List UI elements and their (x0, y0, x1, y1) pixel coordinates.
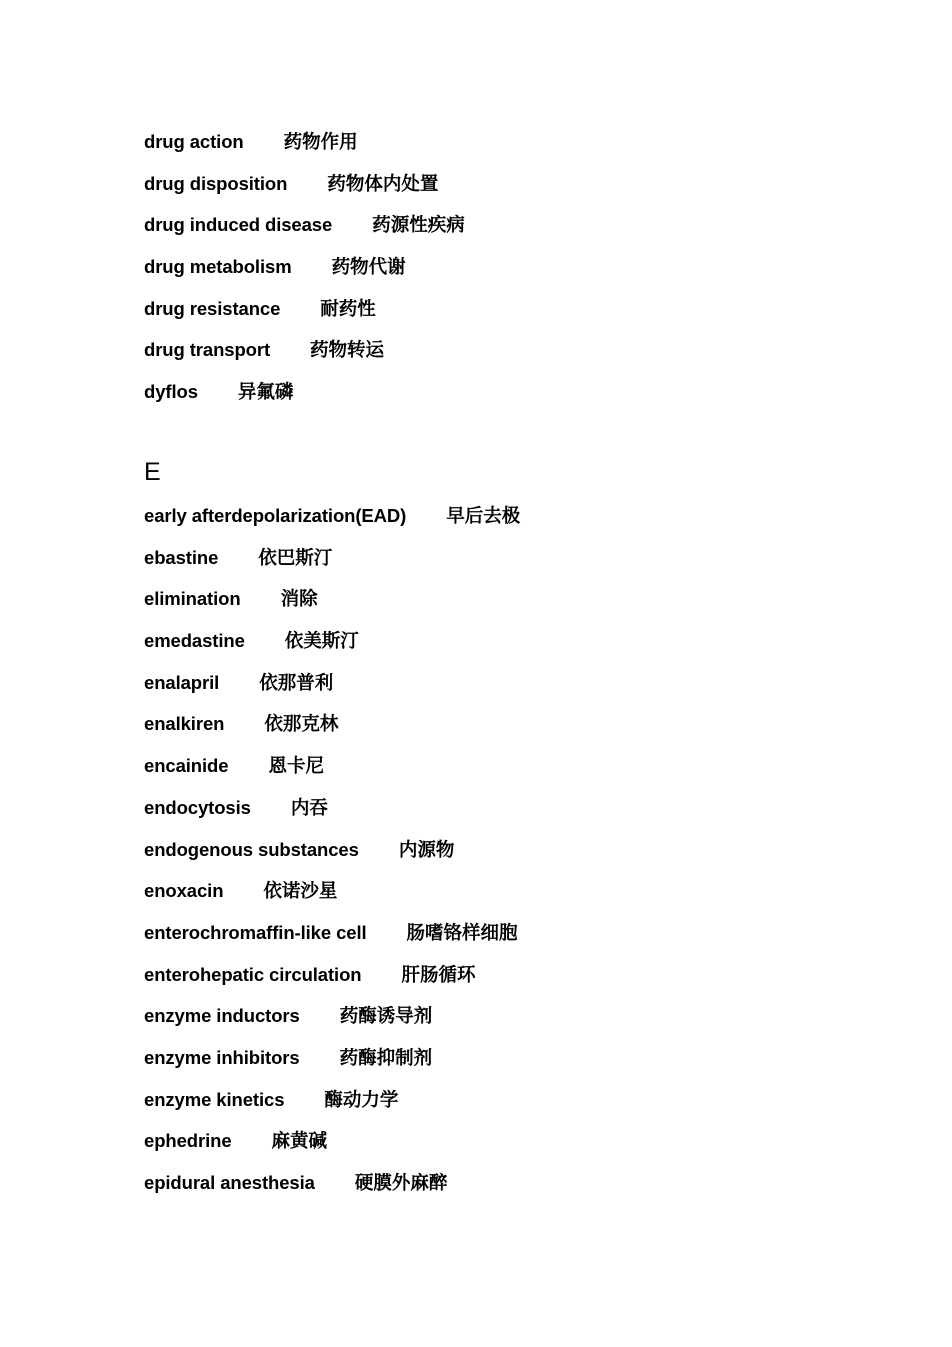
chinese-term: 内源物 (398, 839, 455, 861)
english-term: endogenous substances (144, 838, 359, 860)
glossary-entry (144, 839, 904, 881)
glossary-entry (144, 797, 904, 839)
chinese-term: 异氟磷 (237, 382, 294, 404)
english-term: enzyme inductors (144, 1005, 300, 1027)
english-term: enoxacin (144, 880, 224, 902)
english-term: drug metabolism (144, 256, 292, 278)
glossary-list-d (144, 131, 904, 423)
english-term: dyflos (144, 381, 198, 403)
english-term: enalapril (144, 671, 220, 693)
glossary-entry (144, 505, 904, 547)
english-term: drug action (144, 131, 244, 152)
english-term: early afterdepolarization(EAD) (144, 505, 407, 526)
english-term: enzyme inhibitors (144, 1046, 300, 1068)
glossary-entry (144, 880, 904, 922)
chinese-term: 依巴斯汀 (258, 547, 333, 569)
chinese-term: 药物转运 (310, 340, 385, 362)
chinese-term: 依那克林 (264, 714, 339, 736)
chinese-term: 肝肠循环 (401, 964, 476, 986)
glossary-entry (144, 214, 904, 256)
english-term: enalkiren (144, 713, 225, 735)
english-term: drug induced disease (144, 214, 333, 236)
chinese-term: 药酶抑制剂 (339, 1047, 433, 1069)
english-term: endocytosis (144, 796, 251, 818)
english-term: encainide (144, 755, 229, 777)
chinese-term: 硬膜外麻醉 (354, 1173, 448, 1194)
chinese-term: 麻黄碱 (271, 1131, 328, 1153)
glossary-entry (144, 131, 904, 173)
glossary-entry (144, 588, 904, 630)
english-term: enzyme kinetics (144, 1088, 285, 1110)
chinese-term: 依诺沙星 (263, 881, 338, 903)
glossary-entry (144, 922, 904, 964)
chinese-term: 药酶诱导剂 (339, 1006, 433, 1028)
chinese-term: 恩卡尼 (268, 756, 324, 778)
glossary-entry (144, 1172, 904, 1214)
chinese-term: 药物作用 (283, 132, 358, 153)
english-term: elimination (144, 588, 241, 610)
english-term: drug disposition (144, 172, 288, 194)
glossary-entry (144, 1130, 904, 1172)
english-term: drug resistance (144, 297, 281, 319)
chinese-term: 依那普利 (259, 672, 334, 694)
glossary-entry (144, 755, 904, 797)
chinese-term: 早后去极 (446, 506, 521, 527)
chinese-term: 药源性疾病 (372, 215, 465, 237)
glossary-entry (144, 1005, 904, 1047)
glossary-entry (144, 547, 904, 589)
section-heading-e: E (144, 458, 161, 486)
chinese-term: 依美斯汀 (284, 631, 359, 653)
glossary-entry (144, 298, 904, 340)
glossary-entry (144, 964, 904, 1006)
glossary-list-e (144, 505, 904, 1214)
glossary-entry (144, 713, 904, 755)
glossary-entry (144, 256, 904, 298)
glossary-entry (144, 173, 904, 215)
glossary-entry (144, 339, 904, 381)
chinese-term: 消除 (280, 589, 318, 611)
glossary-entry (144, 1089, 904, 1131)
english-term: drug transport (144, 339, 271, 361)
english-term: enterochromaffin-like cell (144, 921, 367, 943)
chinese-term: 酶动力学 (324, 1089, 399, 1111)
glossary-entry (144, 1047, 904, 1089)
english-term: enterohepatic circulation (144, 963, 362, 985)
glossary-entry (144, 630, 904, 672)
glossary-entry (144, 381, 904, 423)
english-term: ebastine (144, 546, 219, 568)
chinese-term: 内吞 (290, 797, 328, 819)
chinese-term: 药物体内处置 (327, 173, 439, 195)
english-term: epidural anesthesia (144, 1172, 315, 1193)
glossary-entry (144, 672, 904, 714)
chinese-term: 耐药性 (320, 298, 376, 320)
chinese-term: 肠嗜铬样细胞 (406, 922, 518, 944)
chinese-term: 药物代谢 (331, 257, 406, 279)
english-term: emedastine (144, 630, 245, 652)
english-term: ephedrine (144, 1130, 232, 1152)
